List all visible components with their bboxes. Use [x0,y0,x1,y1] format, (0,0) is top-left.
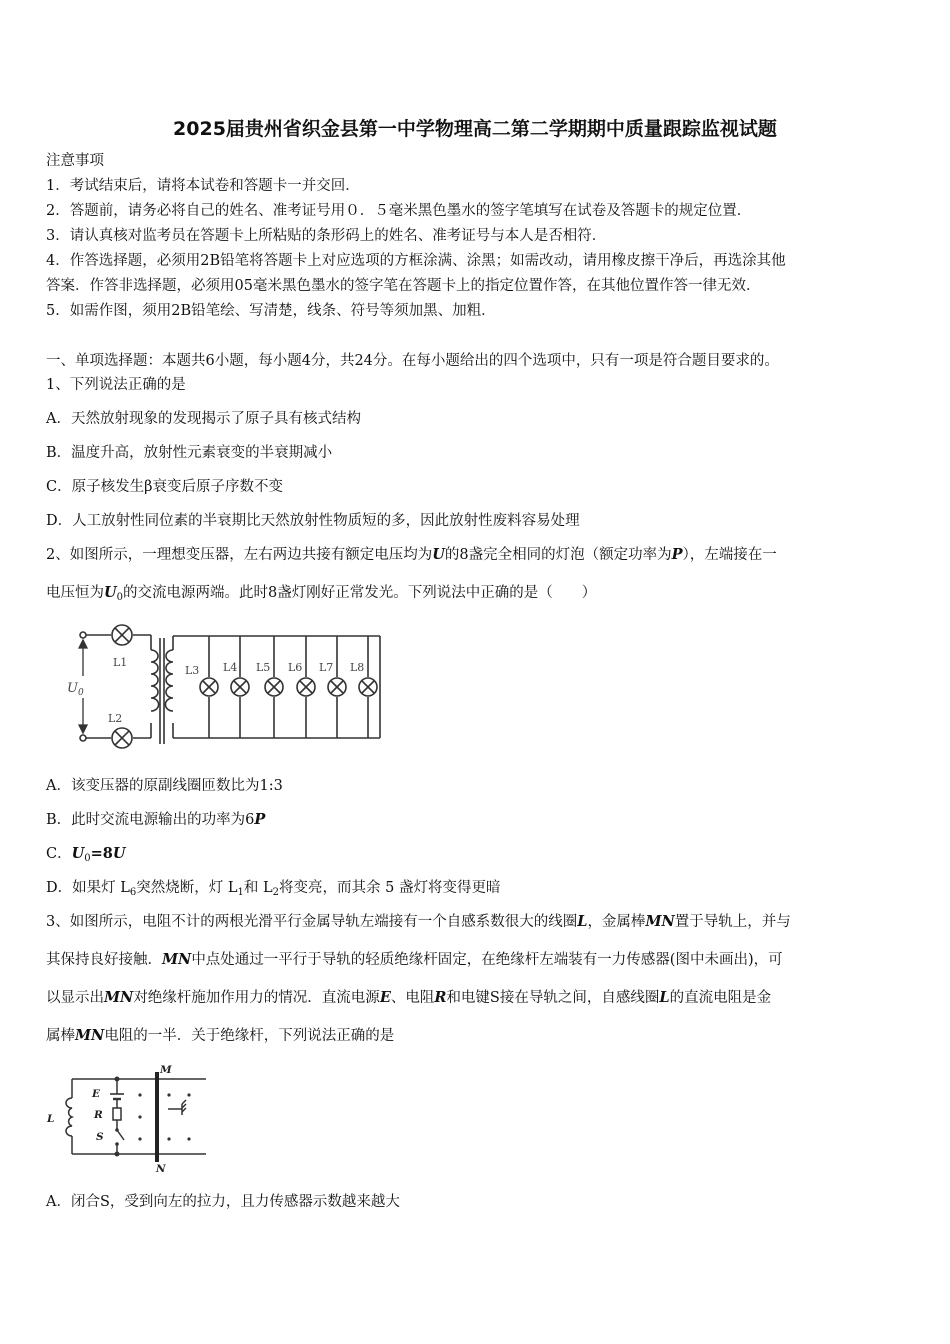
lamp-l4 [231,678,249,696]
lamp-l8 [359,678,377,696]
lamp-l5 [265,678,283,696]
q1-option-a: A．天然放射现象的发现揭示了原子具有核式结构 [46,411,361,427]
label-l4: L4 [223,661,238,674]
q1-stem: 1、下列说法正确的是 [46,377,186,393]
q2-stem-line2: 电压恒为$U_0$的交流电源两端。此时8盏灯刚好正常发光。下列说法中正确的是（ ） [46,584,597,603]
notice-heading: 注意事项 [46,153,104,169]
notice-item-2: 2．答题前，请务必将自己的姓名、准考证号用０．５毫米黑色墨水的签字笔填写在试卷及答题卡的规定位置． [46,203,752,219]
label-n: N [156,1163,166,1174]
label-e: E [92,1088,101,1100]
q1-option-c: C．原子核发生β衰变后原子序数不变 [46,479,283,495]
q2-transformer-figure [56,618,391,753]
notice-item-3: 3．请认真核对监考员在答题卡上所粘贴的条形码上的姓名、准考证号与本人是否相符． [46,228,607,244]
q3-option-a: A．闭合S，受到向左的拉力，且力传感器示数越来越大 [46,1194,400,1210]
label-l6: L6 [288,661,303,674]
q1-option-d: D．人工放射性同位素的半衰期比天然放射性物质短的多，因此放射性废料容易处理 [46,513,580,529]
notice-item-4: 4．作答选择题，必须用2B铅笔将答题卡上对应选项的方框涂满、涂黑；如需改动，请用橡皮擦干净后，再选涂其他 [46,253,786,269]
q3-rails-figure [44,1060,214,1174]
lamp-l1 [112,625,132,645]
lamp-l6 [297,678,315,696]
label-r: R [94,1109,103,1121]
label-l1: L1 [113,656,128,669]
exam-title: 2025届贵州省织金县第一中学物理高二第二学期期中质量跟踪监视试题 [173,118,777,140]
lamp-l7 [328,678,346,696]
label-l3: L3 [185,664,200,677]
q3-stem-line2: 其保持良好接触．MN中点处通过一平行于导轨的轻质绝缘杆固定，在绝缘杆左端装有一力传感器(图中未画出)，可 [46,951,783,968]
lamp-l2 [112,728,132,748]
q2-option-c: C．$U_0=8U$ [46,845,126,864]
label-l7: L7 [319,661,334,674]
label-l2: L2 [108,712,123,725]
u0-label: $U_0$ [67,681,84,698]
label-m: M [160,1064,172,1076]
q2-option-d: D．如果灯 $L_6$突然烧断，灯 $L_1$和 $L_2$将变亮，而其余 5 盏灯将变得更暗 [46,880,501,898]
q3-stem-line1: 3、如图所示，电阻不计的两根光滑平行金属导轨左端接有一个自感系数很大的线圈L，金属棒MN置于导轨上，并与 [46,913,791,930]
q2-stem-line1: 2、如图所示，一理想变压器，左右两边共接有额定电压均为U的8盏完全相同的灯泡（额定功率为P），左端接在一 [46,546,777,563]
label-l8: L8 [350,661,365,674]
label-l5: L5 [256,661,271,674]
section-heading: 一、单项选择题：本题共6小题，每小题4分，共24分。在每小题给出的四个选项中，只有一项是符合题目要求的。 [46,353,779,369]
q2-option-b: B．此时交流电源输出的功率为6P [46,811,266,828]
q2-option-a: A．该变压器的原副线圈匝数比为1:3 [46,778,283,794]
lamp-l3 [200,678,218,696]
label-l: L [47,1113,55,1125]
notice-item-5: 5．如需作图，须用2B铅笔绘、写清楚，线条、符号等须加黑、加粗． [46,303,496,319]
q3-stem-line3: 以显示出MN对绝缘杆施加作用力的情况．直流电源E、电阻R和电键S接在导轨之间，自感线圈L的直流电阻是金 [46,989,772,1006]
label-s: S [96,1131,104,1143]
notice-item-1: 1．考试结束后，请将本试卷和答题卡一并交回． [46,178,360,194]
q3-stem-line4: 属棒MN电阻的一半．关于绝缘杆，下列说法正确的是 [46,1027,395,1044]
notice-item-4-cont: 答案．作答非选择题，必须用05毫米黑色墨水的签字笔在答题卡上的指定位置作答，在其他位置作答一律无效． [46,278,761,294]
q1-option-b: B．温度升高，放射性元素衰变的半衰期减小 [46,445,333,461]
